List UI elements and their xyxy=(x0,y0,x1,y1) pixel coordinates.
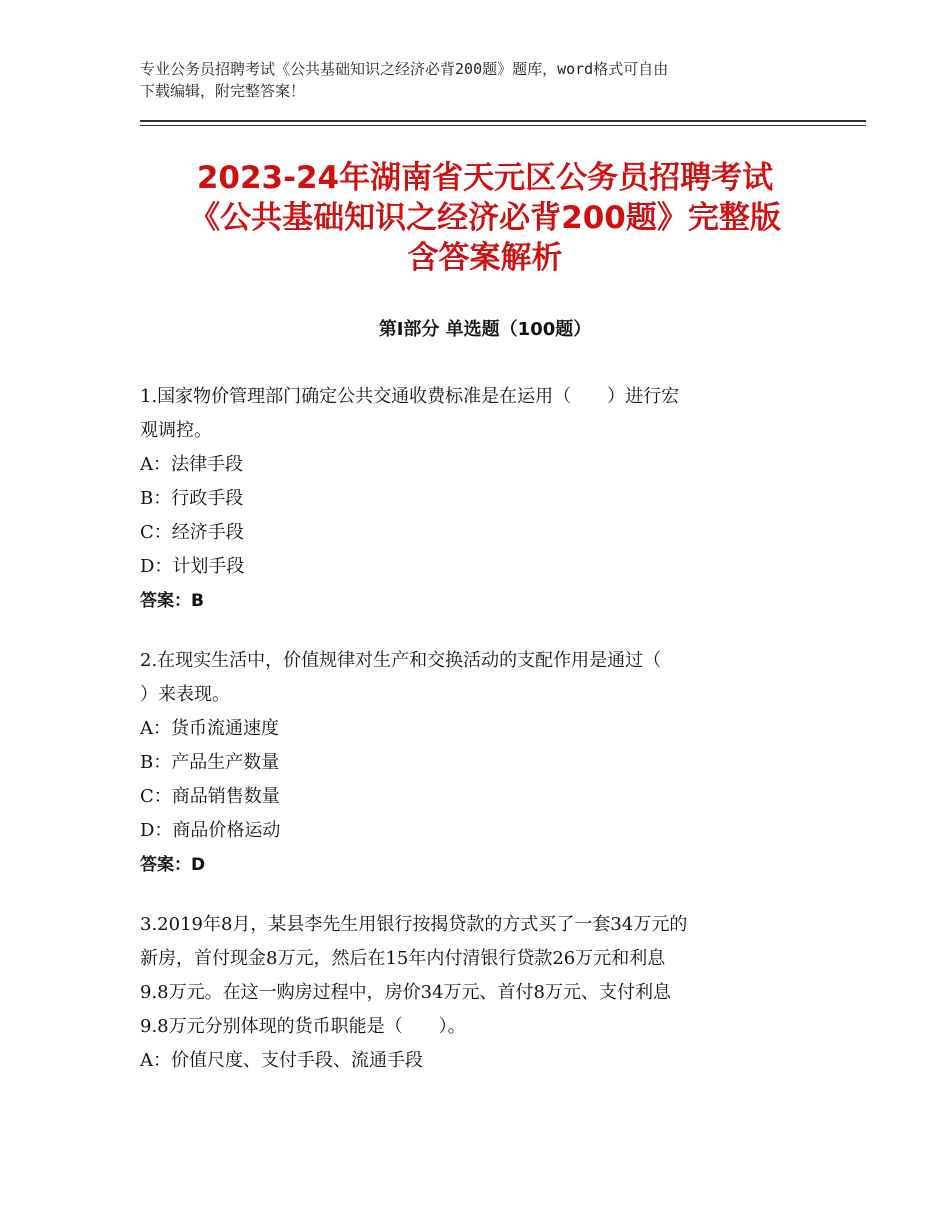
question-stem: 3.2019年8月，某县李先生用银行按揭贷款的方式买了一套34万元的 xyxy=(140,914,688,935)
document-title xyxy=(100,158,870,278)
question-stem: 新房，首付现金8万元，然后在15年内付清银行贷款26万元和利息 xyxy=(140,948,666,969)
answer: 答案：B xyxy=(140,591,204,611)
answer: 答案：D xyxy=(140,855,206,875)
question-item xyxy=(140,380,810,618)
question-item xyxy=(140,644,810,882)
header-note-line: 专业公务员招聘考试《公共基础知识之经济必背200题》题库，word格式可自由 xyxy=(140,60,669,78)
option-c: C：经济手段 xyxy=(140,522,244,543)
question-stem: 9.8万元。在这一购房过程中，房价34万元、首付8万元、支付利息 xyxy=(140,982,671,1003)
header-note-line: 下载编辑，附完整答案！ xyxy=(140,82,306,100)
option-b: B：行政手段 xyxy=(140,488,244,509)
option-a: A：货币流通速度 xyxy=(140,718,279,739)
option-c: C：商品销售数量 xyxy=(140,786,280,807)
option-b: B：产品生产数量 xyxy=(140,752,280,773)
title-line: 含答案解析 xyxy=(407,240,563,276)
question-stem: 1.国家物价管理部门确定公共交通收费标准是在运用（ ）进行宏 xyxy=(140,386,680,407)
question-stem: 9.8万元分别体现的货币职能是（ ）。 xyxy=(140,1016,466,1037)
question-stem: ）来表现。 xyxy=(140,684,230,705)
question-stem: 观调控。 xyxy=(140,420,212,441)
title-line: 2023-24年湖南省天元区公务员招聘考试 xyxy=(196,160,774,196)
question-item xyxy=(140,908,810,1078)
header-note xyxy=(140,58,820,102)
title-line: 《公共基础知识之经济必背200题》完整版 xyxy=(189,200,781,236)
option-d: D：计划手段 xyxy=(140,556,245,577)
option-a: A：法律手段 xyxy=(140,454,243,475)
header-divider xyxy=(140,120,866,122)
section-heading: 第Ⅰ部分 单选题（100题） xyxy=(378,319,592,340)
option-a: A：价值尺度、支付手段、流通手段 xyxy=(140,1050,423,1071)
header-divider-thin xyxy=(140,125,866,126)
option-d: D：商品价格运动 xyxy=(140,820,281,841)
question-stem: 2.在现实生活中，价值规律对生产和交换活动的支配作用是通过（ xyxy=(140,650,662,671)
question-list xyxy=(140,380,810,1104)
